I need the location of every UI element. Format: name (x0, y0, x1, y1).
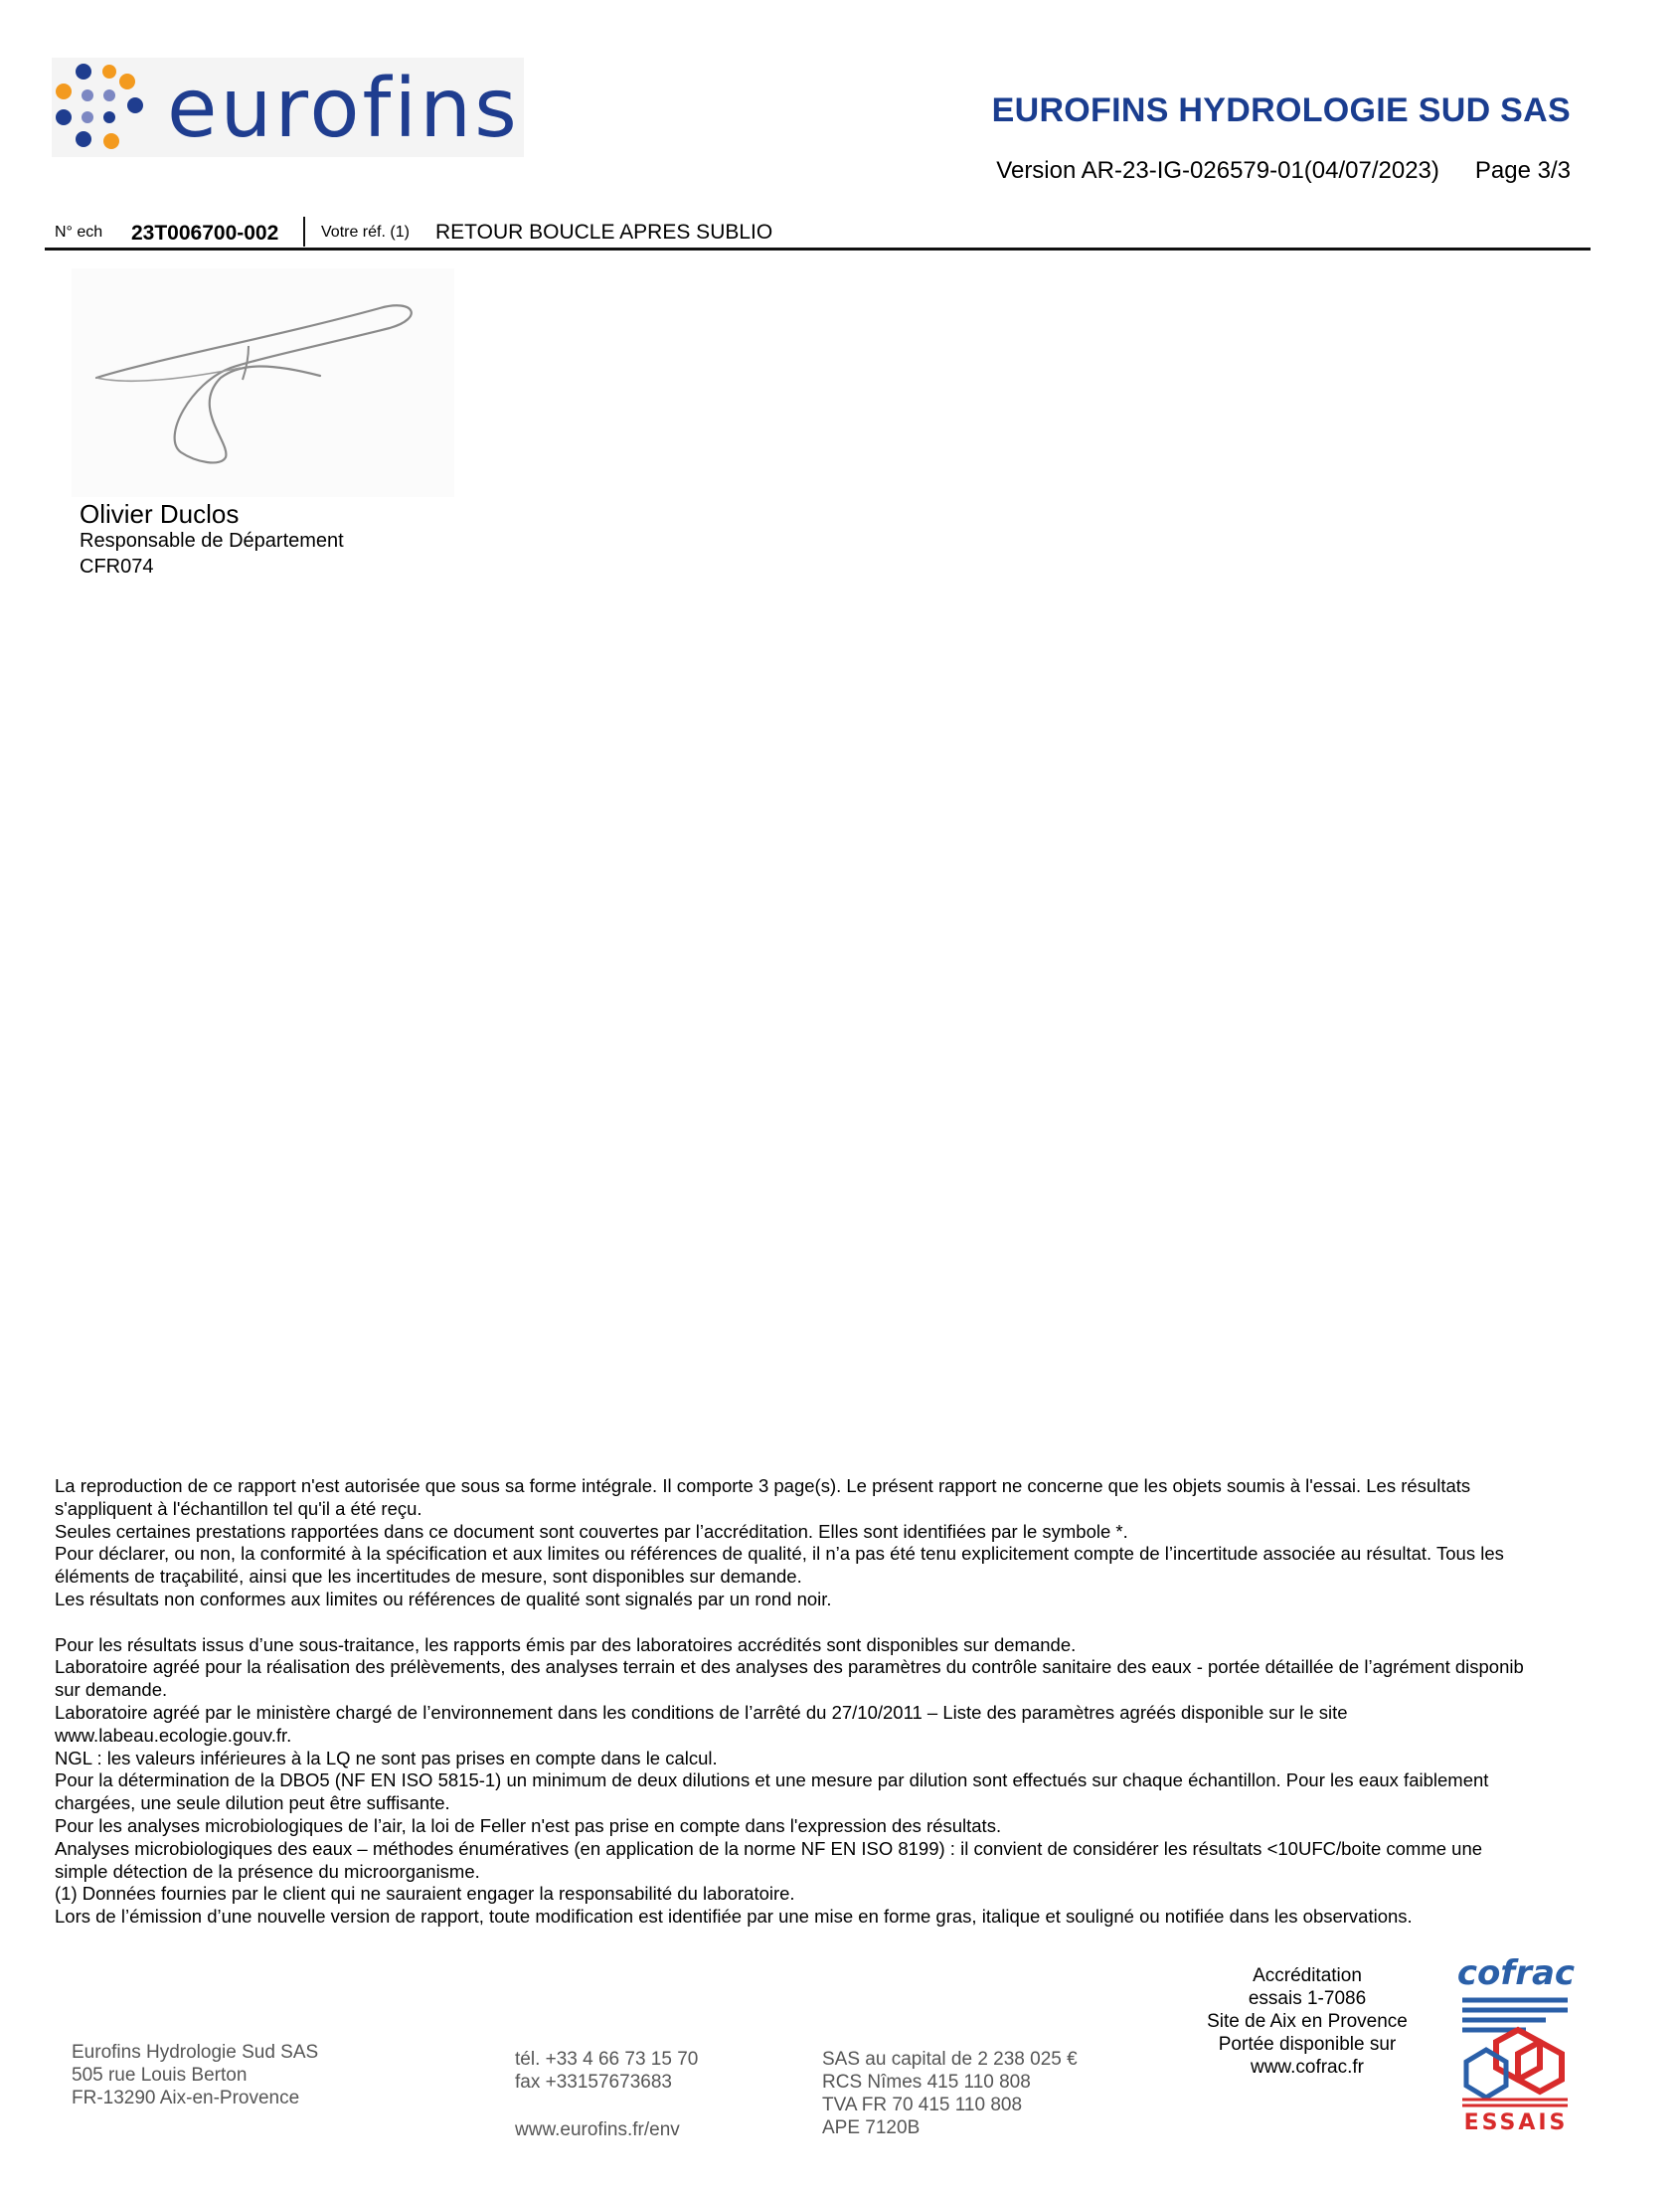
footer-city: FR-13290 Aix-en-Provence (72, 2088, 300, 2108)
footer-street: 505 rue Louis Berton (72, 2065, 248, 2086)
cofrac-essais-text: ESSAIS (1463, 2110, 1569, 2134)
logo-wordmark: eurofins (167, 62, 520, 156)
footer-tel: tél. +33 4 66 73 15 70 (515, 2049, 699, 2070)
client-ref-value: RETOUR BOUCLE APRES SUBLIO (435, 221, 773, 244)
company-title: EUROFINS HYDROLOGIE SUD SAS (991, 91, 1571, 129)
accreditation-url[interactable]: www.cofrac.fr (1250, 2057, 1365, 2078)
footer-tva: TVA FR 70 415 110 808 (822, 2095, 1023, 2115)
legal-line: chargées, une seule dilution peut être suffisante. (55, 1792, 450, 1814)
legal-line: Les résultats non conformes aux limites ou références de qualité sont signalés par un rond noir. (55, 1588, 832, 1609)
accreditation-site: Site de Aix en Provence (1207, 2011, 1408, 2032)
legal-line: Pour la détermination de la DBO5 (NF EN ISO 5815-1) un minimum de deux dilutions et une mesure par dilution sont effectués sur chaque échantillon. Pour les eaux faiblement (55, 1769, 1489, 1791)
signatory-code: CFR074 (80, 556, 154, 578)
footer-website-link[interactable]: www.eurofins.fr/env (515, 2119, 680, 2140)
legal-line: NGL : les valeurs inférieures à la LQ ne sont pas prises en compte dans le calcul. (55, 1747, 718, 1768)
footer-legal-info (822, 2048, 1078, 2139)
legal-line: Laboratoire agréé pour la réalisation des prélèvements, des analyses terrain et des analyses des paramètres du contrôle sanitaire des eaux - portée détaillée de l’agrément disponib (55, 1656, 1524, 1678)
legal-line: éléments de traçabilité, ainsi que les incertitudes de mesure, sont disponibles sur demande. (55, 1566, 802, 1588)
legal-notes (55, 1475, 1605, 1929)
legal-line: Pour déclarer, ou non, la conformité à la spécification et aux limites ou références de qualité, il n’a pas été tenu explicitement compte de l’incertitude associée au résultat. Tous les (55, 1543, 1504, 1565)
cofrac-logo (1456, 1950, 1576, 2134)
signature-image (72, 268, 454, 497)
handwritten-signature (72, 268, 454, 497)
legal-line: Seules certaines prestations rapportées dans ce document sont couvertes par l’accréditation. Elles sont identifiées par le symbole *. (55, 1520, 1128, 1542)
eurofins-logo (52, 58, 524, 157)
accreditation-scope: Portée disponible sur (1218, 2034, 1397, 2055)
accreditation-block (1183, 1964, 1431, 2079)
legal-line: La reproduction de ce rapport n'est autorisée que sous sa forme intégrale. Il comporte 3 page(s). Le présent rapport ne concerne que les objets soumis à l'essai. Les résultats (55, 1475, 1471, 1496)
footer-rcs: RCS Nîmes 415 110 808 (822, 2072, 1031, 2093)
footer-contact (515, 2048, 698, 2094)
sample-number-label: N° ech (55, 224, 103, 241)
legal-line: www.labeau.ecologie.gouv.fr. (55, 1724, 292, 1746)
row-separator (303, 217, 305, 247)
version-line (996, 157, 1571, 185)
legal-line: s'appliquent à l'échantillon tel qu'il a été reçu. (55, 1497, 422, 1519)
sample-number-value: 23T006700-002 (131, 222, 279, 245)
cofrac-essais-icon (1456, 1950, 1576, 2134)
footer-fax: fax +33157673683 (515, 2072, 672, 2093)
footer-company-name: Eurofins Hydrologie Sud SAS (72, 2042, 319, 2063)
signatory-role: Responsable de Département (80, 530, 344, 552)
sample-reference-row (45, 220, 1591, 251)
footer-ape: APE 7120B (822, 2117, 921, 2138)
page-number: Page 3/3 (1474, 157, 1571, 184)
cofrac-brand-text: cofrac (1456, 1953, 1576, 1993)
accreditation-title: Accréditation (1253, 1965, 1362, 1986)
legal-line: Lors de l’émission d’une nouvelle version de rapport, toute modification est identifiée par une mise en forme gras, italique et souligné ou notifiée dans les observations. (55, 1906, 1413, 1928)
legal-line: simple détection de la présence du microorganisme. (55, 1860, 480, 1882)
client-ref-label: Votre réf. (1) (321, 224, 410, 241)
legal-line: Laboratoire agréé par le ministère chargé de l’environnement dans les conditions de l’arrêté du 27/10/2011 – Liste des paramètres agréés disponible sur le site (55, 1701, 1348, 1723)
version-text: Version AR-23-IG-026579-01(04/07/2023) (996, 157, 1439, 184)
accreditation-number: essais 1-7086 (1248, 1988, 1367, 2009)
footer-capital: SAS au capital de 2 238 025 € (822, 2049, 1078, 2070)
legal-line: sur demande. (55, 1679, 168, 1701)
signatory-name: Olivier Duclos (80, 499, 240, 529)
eurofins-dots-icon (54, 62, 153, 153)
legal-line: (1) Données fournies par le client qui ne sauraient engager la responsabilité du laboratoire. (55, 1883, 795, 1905)
footer-address (72, 2041, 318, 2109)
legal-line: Pour les analyses microbiologiques de l’air, la loi de Feller n'est pas prise en compte dans l'expression des résultats. (55, 1814, 1002, 1836)
legal-line: Analyses microbiologiques des eaux – méthodes énumératives (en application de la norme NF EN ISO 8199) : il convient de considérer les résultats <10UFC/boite comme une (55, 1837, 1483, 1859)
legal-line: Pour les résultats issus d’une sous-traitance, les rapports émis par des laboratoires accrédités sont disponibles sur demande. (55, 1633, 1077, 1655)
